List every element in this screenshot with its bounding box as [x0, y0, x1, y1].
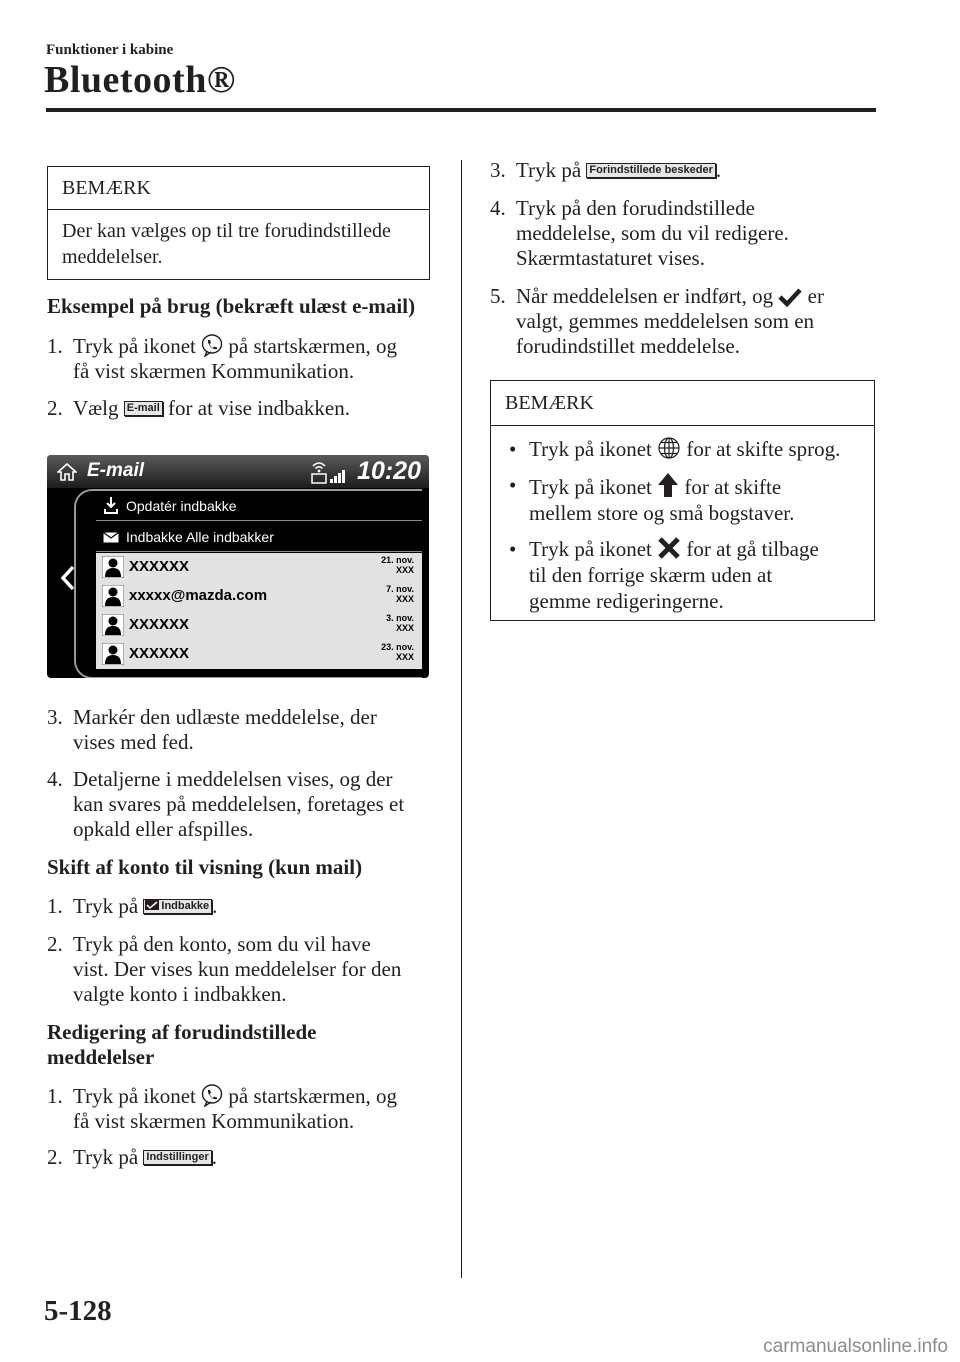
contact-avatar-icon: [102, 643, 124, 665]
envelope-check-icon: [145, 900, 159, 910]
title-rule: [46, 108, 876, 112]
step-text: meddelelse, som du vil redigere.: [516, 221, 789, 245]
step-number: 2.: [47, 1145, 63, 1169]
download-icon: [104, 496, 118, 514]
step-text: vist. Der vises kun meddelelser for den: [73, 957, 402, 981]
note-bullet: [505, 536, 860, 614]
step-text: Vælg: [73, 396, 119, 420]
message-date: [386, 613, 414, 633]
step-text: Tryk på den konto, som du vil have: [73, 932, 371, 956]
message-sender: XXXXXX: [129, 558, 190, 575]
step-text: forudindstillet meddelelse.: [516, 334, 740, 358]
screen-title: E-mail: [87, 460, 145, 481]
step-text: Skærmtastaturet vises.: [516, 246, 705, 270]
step-number: 3.: [490, 158, 506, 182]
inbox-button[interactable]: [143, 899, 212, 914]
message-row[interactable]: [96, 640, 422, 671]
message-sender: XXXXXX: [129, 616, 190, 633]
step-text: valgt, gemmes meddelelsen som en: [516, 309, 815, 333]
message-row[interactable]: [96, 582, 422, 613]
message-sender: xxxxx@mazda.com: [129, 587, 268, 604]
edit-heading-line: meddelelser: [47, 1045, 155, 1069]
account-heading: Skift af konto til visning (kun mail): [47, 855, 363, 879]
step-text: Tryk på: [73, 894, 139, 918]
message-date-year: XXX: [395, 594, 414, 604]
edit-heading: [47, 1020, 317, 1070]
example-step-4: [47, 767, 457, 842]
step-text: få vist skærmen Kommunikation.: [73, 1109, 355, 1133]
message-date-day: 21. nov.: [381, 555, 414, 565]
step-text: er: [807, 284, 824, 308]
message-sender: XXXXXX: [129, 645, 190, 662]
example-heading: Eksempel på brug (bekræft ulæst e-mail): [47, 294, 416, 318]
account-step-1: [47, 894, 447, 919]
note-box: [490, 380, 875, 621]
bullet-text: Tryk på ikonet: [529, 437, 652, 461]
contact-avatar-icon: [102, 614, 124, 636]
contact-avatar-icon: [102, 556, 124, 578]
shift-arrow-icon: [657, 472, 679, 498]
bullet-text: Tryk på ikonet: [529, 537, 652, 561]
example-step-2: [47, 396, 447, 421]
settings-button[interactable]: Indstillinger: [143, 1150, 211, 1165]
period: .: [211, 1145, 217, 1169]
step-text: valgte konto i indbakken.: [73, 982, 287, 1006]
screen-clock: 10:20: [357, 457, 421, 485]
watermark: carmanualsonline.info: [763, 1336, 948, 1357]
step-text: få vist skærmen Kommunikation.: [73, 359, 355, 383]
home-icon[interactable]: [57, 463, 77, 481]
inbox-select-row[interactable]: [96, 522, 422, 552]
envelope-icon: [103, 532, 119, 543]
step-text: Når meddelelsen er indført, og: [516, 284, 774, 308]
inbox-button-label: Indbakke: [161, 900, 210, 912]
section-label: Funktioner i kabine: [46, 42, 174, 58]
message-date-day: 3. nov.: [386, 613, 414, 623]
edit-step-4: [490, 196, 890, 271]
step-number: 1.: [47, 1084, 63, 1108]
step-number: 1.: [47, 894, 63, 918]
step-text: på startskærmen, og: [228, 1084, 397, 1108]
inbox-label: Indbakke Alle indbakker: [126, 529, 274, 545]
bullet-text: Tryk på ikonet: [529, 475, 652, 499]
globe-icon: [657, 436, 681, 460]
step-text: Tryk på ikonet: [73, 1084, 196, 1108]
note-title: BEMÆRK: [48, 167, 429, 210]
step-text: Tryk på ikonet: [73, 334, 196, 358]
step-text: Detaljerne i meddelelsen vises, og der: [73, 767, 393, 791]
step-text: vises med fed.: [73, 730, 194, 754]
email-button[interactable]: E-mail: [124, 401, 163, 416]
update-inbox-label: Opdatér indbakke: [126, 498, 237, 514]
bullet-text: gemme redigeringerne.: [529, 589, 724, 613]
step-text: Tryk på: [73, 1145, 139, 1169]
message-row[interactable]: [96, 611, 422, 642]
edit-step-1: [47, 1083, 447, 1134]
message-date: [381, 642, 414, 662]
note-bullet: [505, 436, 860, 462]
period: .: [715, 158, 722, 182]
message-date-year: XXX: [395, 623, 414, 633]
checkmark-icon: [778, 287, 802, 307]
bullet-text: for at skifte sprog.: [686, 437, 841, 461]
step-number: 2.: [47, 932, 63, 956]
edit-step-3: [490, 158, 890, 183]
example-step-1: [47, 333, 447, 384]
step-number: 3.: [47, 705, 63, 729]
communication-icon: [201, 1083, 223, 1107]
edit-heading-line: Redigering af forudindstillede: [47, 1020, 317, 1044]
edit-step-5: [490, 284, 890, 359]
bullet-text: mellem store og små bogstaver.: [529, 501, 795, 525]
step-text: kan svares på meddelelsen, foretages et: [73, 792, 405, 816]
step-number: 4.: [47, 767, 63, 791]
period: .: [212, 894, 218, 918]
contact-avatar-icon: [102, 585, 124, 607]
page-title: Bluetooth®: [44, 59, 236, 101]
message-row[interactable]: [96, 553, 422, 584]
column-divider: [461, 160, 462, 1278]
message-date-year: XXX: [395, 565, 414, 575]
page-number: 5-128: [44, 1295, 112, 1327]
message-date: [381, 555, 414, 575]
step-number: 4.: [490, 196, 506, 220]
note-box: [47, 166, 430, 280]
message-date-day: 23. nov.: [381, 642, 414, 652]
step-number: 5.: [490, 284, 506, 308]
inbox-list: [74, 489, 422, 678]
step-text: Markér den udlæste meddelelse, der: [73, 705, 377, 729]
bullet-text: til den forrige skærm uden at: [529, 563, 773, 587]
email-screen: [47, 455, 429, 678]
note-title: BEMÆRK: [491, 381, 874, 426]
bullet-text: for at gå tilbage: [686, 537, 819, 561]
edit-step-2: [47, 1145, 447, 1170]
preset-messages-button[interactable]: Forindstillede beskeder: [586, 163, 715, 178]
bullet-text: for at skifte: [684, 475, 782, 499]
update-inbox-row[interactable]: [96, 491, 422, 521]
step-text: for at vise indbakken.: [168, 396, 350, 420]
note-text: Der kan vælges op til tre forudindstillede meddelelser.: [62, 220, 391, 268]
message-date: [386, 584, 414, 604]
close-icon: [657, 536, 681, 560]
message-date-year: XXX: [395, 652, 414, 662]
step-text: på startskærmen, og: [228, 334, 397, 358]
example-step-3: [47, 705, 447, 755]
phone-signal-icon: [309, 459, 349, 485]
account-step-2: [47, 932, 457, 1007]
step-text: Tryk på den forudindstillede: [516, 196, 755, 220]
screen-header-bar: [47, 455, 429, 488]
communication-icon: [201, 333, 223, 357]
message-date-day: 7. nov.: [386, 584, 414, 594]
note-bullet: [505, 472, 860, 526]
step-text: opkald eller afspilles.: [73, 817, 254, 841]
step-text: Tryk på: [516, 158, 582, 182]
step-number: 1.: [47, 334, 63, 358]
step-number: 2.: [47, 396, 63, 420]
note-bullets: [491, 426, 874, 632]
